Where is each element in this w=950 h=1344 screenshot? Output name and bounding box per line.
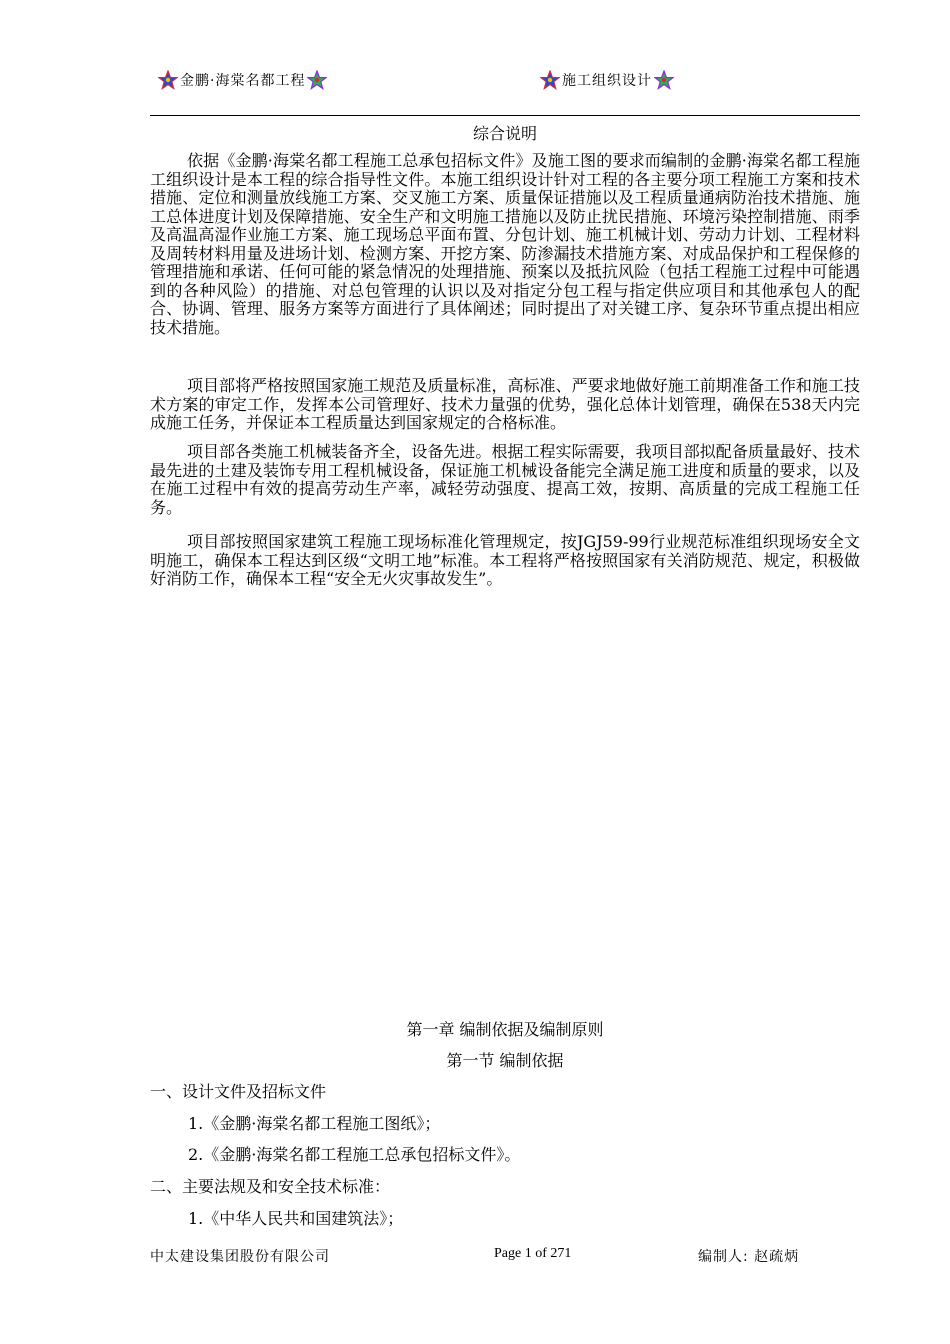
header-document-type: 施工组织设计 <box>562 73 652 89</box>
list-item: 2.《金鹏·海棠名都工程施工总承包招标文件》。 <box>188 1145 521 1164</box>
footer-editor: 编制人: 赵疏炳 <box>698 1249 800 1265</box>
header-divider <box>150 115 860 116</box>
header-project-name: 金鹏·海棠名都工程 <box>180 73 306 89</box>
star-icon <box>654 70 674 90</box>
intro-title: 综合说明 <box>472 124 537 143</box>
chapter-title: 第一章 编制依据及编制原则 <box>406 1020 604 1039</box>
footer-page-number: Page 1 of 271 <box>494 1246 572 1261</box>
intro-paragraph-2: 项目部将严格按照国家施工规范及质量标准，高标准、严要求地做好施工前期准备工作和施工技术方案的审定工作，发挥本公司管理好、技术力量强的优势，强化总体计划管理，确保在538天内完成施工任务，并保证本工程质量达到国家规定的合格标准。 <box>150 376 860 432</box>
star-icon <box>307 70 327 90</box>
list-item: 二、主要法规及和安全技术标准： <box>150 1177 391 1196</box>
section-title: 第一节 编制依据 <box>446 1051 564 1070</box>
star-icon <box>158 70 178 90</box>
header-right <box>538 70 676 90</box>
star-icon <box>540 70 560 90</box>
list-item: 1.《金鹏·海棠名都工程施工图纸》； <box>188 1114 441 1133</box>
footer-company: 中太建设集团股份有限公司 <box>150 1249 330 1265</box>
intro-paragraph-4: 项目部按照国家建筑工程施工现场标准化管理规定，按JGJ59-99行业规范标准组织现场安全文明施工，确保本工程达到区级“文明工地”标准。本工程将严格按照国家有关消防规范、规定，积极做好消防工作，确保本工程“安全无火灾事故发生”。 <box>150 532 860 588</box>
header-left <box>156 70 329 90</box>
list-item: 1.《中华人民共和国建筑法》； <box>188 1209 404 1228</box>
intro-paragraph-3: 项目部各类施工机械装备齐全，设备先进。根据工程实际需要，我项目部拟配备质量最好、技术最先进的土建及装饰专用工程机械设备，保证施工机械设备能完全满足施工进度和质量的要求，以及在施工过程中有效的提高劳动生产率，减轻劳动强度、提高工效，按期、高质量的完成工程施工任务。 <box>150 442 860 517</box>
page-header <box>150 62 860 102</box>
intro-paragraph-1: 依据《金鹏·海棠名都工程施工总承包招标文件》及施工图的要求而编制的金鹏·海棠名都工程施工组织设计是本工程的综合指导性文件。本施工组织设计针对工程的各主要分项工程施工方案和技术措施、定位和测量放线施工方案、交叉施工方案、质量保证措施以及工程质量通病防治技术措施、施工总体进度计划及保障措施、安全生产和文明施工措施以及防止扰民措施、环境污染控制措施、雨季及高温高湿作业施工方案、施工现场总平面布置、分包计划、施工机械计划、劳动力计划、工程材料及周转材料用量及进场计划、检测方案、开挖方案、防渗漏技术措施方案、对成品保护和工程保修的管理措施和承诺、任何可能的紧急情况的处理措施、预案以及抵抗风险（包括工程施工过程中可能遇到的各种风险）的措施、对总包管理的认识以及对指定分包工程与指定供应项目和其他承包人的配合、协调、管理、服务方案等方面进行了具体阐述；同时提出了对关键工序、复杂环节重点提出相应技术措施。 <box>150 151 860 337</box>
list-item: 一、设计文件及招标文件 <box>150 1082 327 1101</box>
